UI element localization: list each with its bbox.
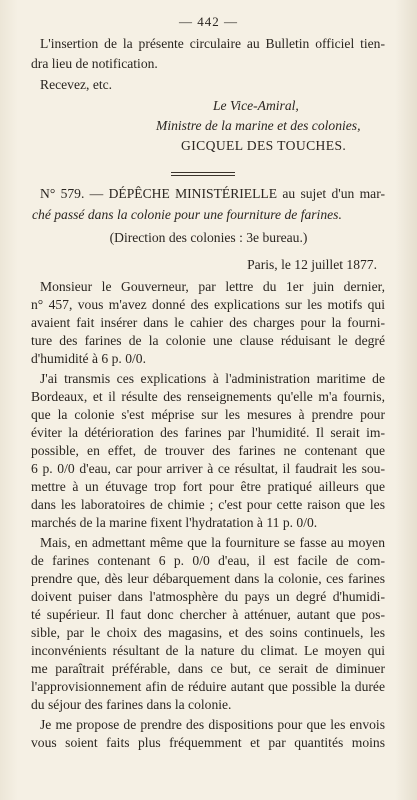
body-line-22: me paraîtrait préférable, dans ce but, ce serait de diminuer [31, 661, 385, 676]
body-line-16: de farines contenant 6 p. 0/0 d'eau, il est facile de com- [31, 553, 385, 568]
body-line-19: té supérieur. Il faut donc chercher à atténuer, autant que pos- [31, 607, 385, 622]
body-line-4: ture des farines de la colonie une clause réduisant le degré [31, 333, 385, 348]
body-line-20: sible, par le choix des magasins, et des soins continuels, les [31, 625, 385, 640]
body-line-6: J'ai transmis ces explications à l'administration maritime de [40, 371, 385, 386]
separator-rule [171, 172, 235, 173]
body-line-9: éviter la détérioration des farines par l'humidité. Il serait im- [31, 425, 385, 440]
heading-line-2: ché passé dans la colonie pour une fourniture de farines. [32, 207, 342, 222]
page-number: — 442 — [179, 14, 238, 29]
body-line-21: inconvénients résultant de la nature du climat. Le moyen qui [31, 643, 385, 658]
separator-rule-double [171, 175, 235, 176]
body-line-14: marchés de la marine fixent l'hydratation à 11 p. 0/0. [31, 515, 318, 530]
heading-line-1: N° 579. — DÉPÊCHE MINISTÉRIELLE au sujet d'un mar- [40, 186, 385, 201]
body-line-24: du séjour des farines dans la colonie. [31, 697, 232, 712]
dispatch-date: Paris, le 12 juillet 1877. [247, 257, 377, 272]
body-line-2: n° 457, vous m'avez donné des explications sur les motifs qui [31, 297, 385, 312]
body-line-15: Mais, en admettant même que la fourniture se fasse au moyen [40, 535, 385, 550]
body-line-10: possible, en effet, de trouver des farines ne contenant que [31, 443, 385, 458]
body-line-13: dans les laboratoires de chimie ; c'est pour cette raison que les [31, 497, 385, 512]
body-line-12: mettre à un étuvage trop fort pour être pratiqué ailleurs que [31, 479, 385, 494]
body-line-5: d'humidité à 6 p. 0/0. [31, 351, 146, 366]
body-line-11: 6 p. 0/0 d'eau, car pour arriver à ce résultat, il faudrait les sou- [31, 461, 385, 476]
intro-line-2: dra lieu de notification. [31, 56, 158, 71]
intro-line-3: Recevez, etc. [40, 77, 113, 92]
signature-role: Ministre de la marine et des colonies, [156, 118, 361, 133]
intro-line-1: L'insertion de la présente circulaire au Bulletin officiel tien- [40, 36, 385, 51]
body-line-1: Monsieur le Gouverneur, par lettre du 1er juin dernier, [40, 279, 385, 294]
body-line-18: doivent puiser dans l'atmosphère du pays un degré d'humidi- [31, 589, 385, 604]
body-line-3: avaient fait insérer dans le cahier des charges pour la fourni- [31, 315, 385, 330]
body-line-23: l'approvisionnement afin de réduire autant que possible la durée [31, 679, 385, 694]
body-line-8: que la colonie s'est méprise sur les mesures à prendre pour [31, 407, 385, 422]
direction-note: (Direction des colonies : 3e bureau.) [109, 230, 308, 245]
signature-title: Le Vice-Amiral, [213, 98, 299, 113]
signature-name: GICQUEL DES TOUCHES. [181, 138, 347, 153]
body-line-26: vous soient faits plus fréquemment et par quantités moins [31, 735, 385, 750]
body-line-25: Je me propose de prendre des dispositions pour que les envois [40, 717, 385, 732]
body-line-17: prendre que, dès leur débarquement dans la colonie, ces farines [31, 571, 385, 586]
body-line-7: Bordeaux, et il résulte des renseignements qu'elle m'a fournis, [31, 389, 385, 404]
